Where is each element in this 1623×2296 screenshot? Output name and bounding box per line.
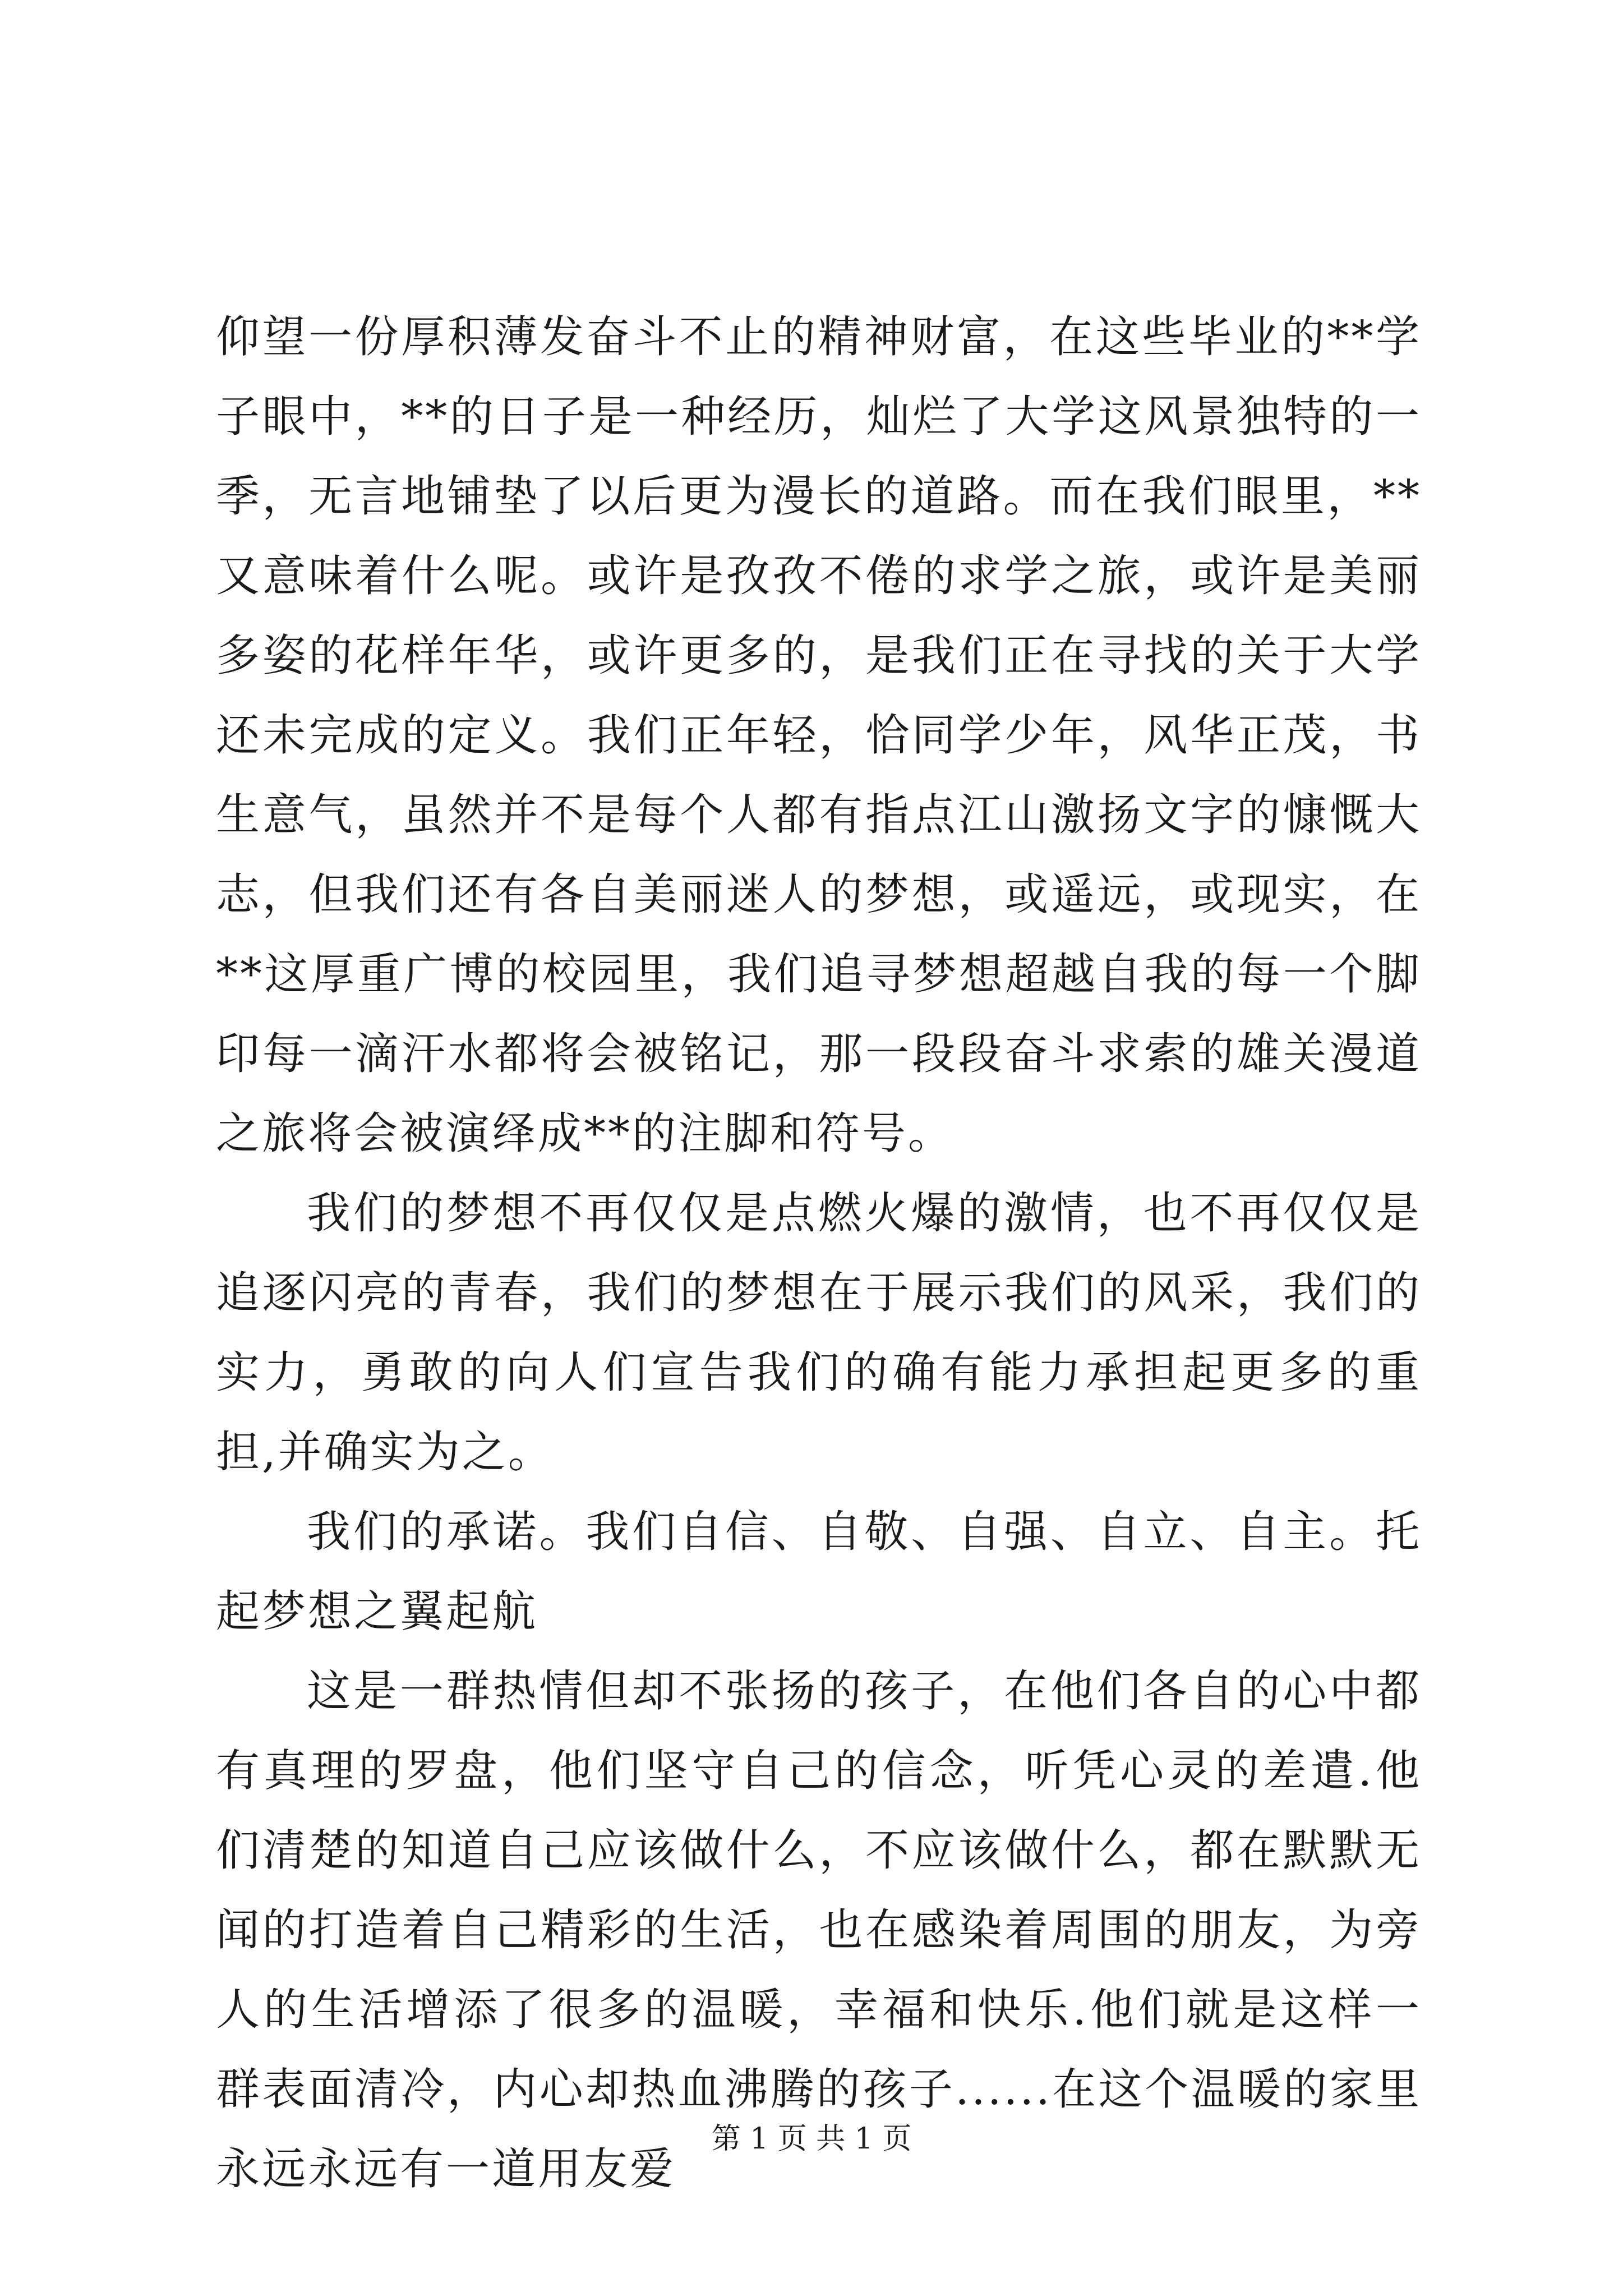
page-number-footer: 第 1 页 共 1 页 (711, 2122, 912, 2156)
paragraph-4: 这是一群热情但却不张扬的孩子，在他们各自的心中都有真理的罗盘，他们坚守自己的信念，听凭心灵的差遣.他们清楚的知道自己应该做什么，不应该做什么，都在默默无闻的打造着自己精彩的生活，也在感染着周围的朋友，为旁人的生活增添了很多的温暖，幸福和快乐.他们就是这样一群表面清冷，内心却热血沸腾的孩子......在这个温暖的家里永远永远有一道用友爱 (216, 1666, 1422, 2194)
document-body (216, 297, 1422, 2209)
paragraph-3: 我们的承诺。我们自信、自敬、自强、自立、自主。托起梦想之翼起航 (216, 1507, 1422, 1637)
paragraph-1: 仰望一份厚积薄发奋斗不止的精神财富，在这些毕业的**学子眼中，**的日子是一种经历，灿烂了大学这风景独特的一季，无言地铺垫了以后更为漫长的道路。而在我们眼里，**又意味着什么呢。或许是孜孜不倦的求学之旅，或许是美丽多姿的花样年华，或许更多的，是我们正在寻找的关于大学还未完成的定义。我们正年轻，恰同学少年，风华正茂，书生意气，虽然并不是每个人都有指点江山激扬文字的慷慨大志，但我们还有各自美丽迷人的梦想，或遥远，或现实，在**这厚重广博的校园里，我们追寻梦想超越自我的每一个脚印每一滴汗水都将会被铭记，那一段段奋斗求索的雄关漫道之旅将会被演绎成**的注脚和符号。 (216, 312, 1422, 1159)
paragraph-2: 我们的梦想不再仅仅是点燃火爆的激情，也不再仅仅是追逐闪亮的青春，我们的梦想在于展示我们的风采，我们的实力，勇敢的向人们宣告我们的确有能力承担起更多的重担,并确实为之。 (216, 1188, 1422, 1478)
